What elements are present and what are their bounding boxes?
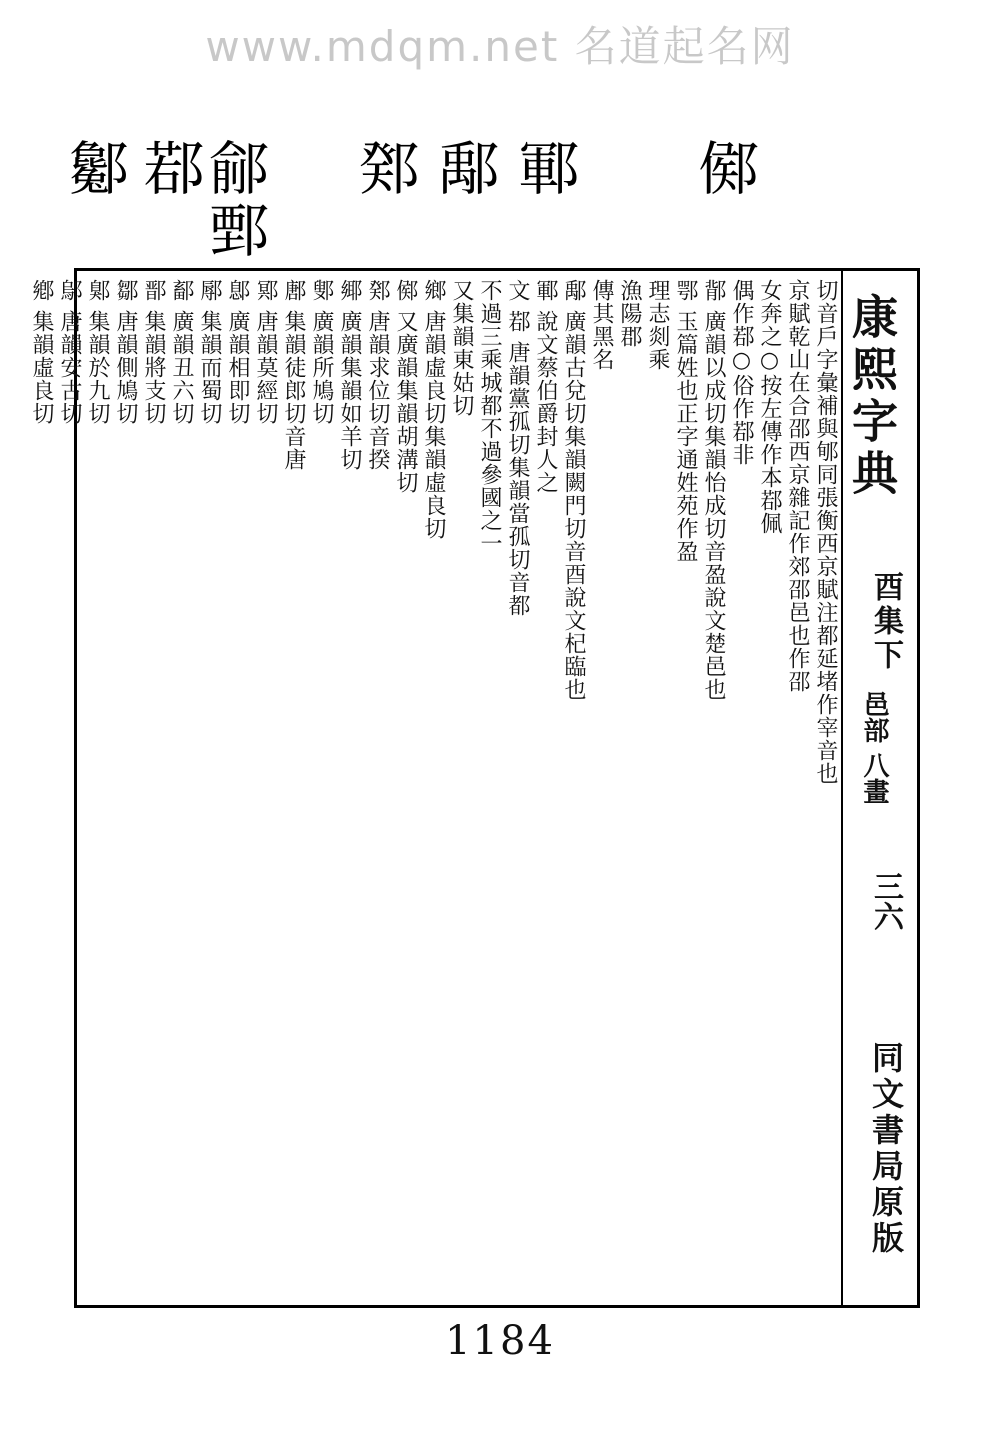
text-column: 切音戶字彙補與郇同張衡西京賦注都延堵作宰音也 bbox=[813, 279, 838, 785]
seal-script-headers bbox=[60, 135, 940, 280]
text-column: 不過三乘城都不過參國之一 bbox=[477, 279, 502, 555]
seal-char: 鄈 bbox=[358, 135, 420, 203]
text-column: 偶作鄀○俗作鄀非 bbox=[729, 279, 754, 466]
text-column: 鄐 廣韻丑六切 bbox=[169, 279, 194, 425]
text-column: 鄏 集韻而蜀切 bbox=[197, 279, 222, 425]
seal-char: 酁 bbox=[68, 135, 130, 203]
dictionary-page-frame bbox=[29, 268, 920, 1308]
text-columns bbox=[29, 279, 839, 1299]
volume-label: 酉集下 bbox=[868, 571, 903, 673]
seal-char: 鄇 bbox=[698, 135, 760, 203]
text-column: 鄆 說文蔡伯爵封人之 bbox=[533, 279, 558, 494]
seal-char: 鄄 bbox=[208, 197, 270, 265]
text-column: 鄋 廣韻所鳩切 bbox=[309, 279, 334, 425]
text-column: 鄑 集韻將支切 bbox=[141, 279, 166, 425]
text-column: 鄍 唐韻莫經切 bbox=[253, 279, 278, 425]
text-column: 鄅 廣韻古兌切集韻闕門切音酉說文杞臨也 bbox=[561, 279, 586, 701]
text-column: 漁陽郡 bbox=[617, 279, 642, 348]
seal-char: 鄀 bbox=[143, 135, 205, 203]
text-column: 鄎 廣韻相即切 bbox=[225, 279, 250, 425]
page-index: 三六 bbox=[868, 871, 903, 931]
text-column: 傳其黑名 bbox=[589, 279, 614, 371]
text-column: 鄇 又廣韻集韻胡溝切 bbox=[393, 279, 418, 494]
watermark-text: www.mdqm.net 名道起名网 bbox=[205, 22, 795, 71]
text-column: 女奔之○按左傳作本鄀佩 bbox=[757, 279, 782, 535]
text-column: 京賦乾山在合邵西京雜記作郊邵邑也作邵 bbox=[785, 279, 810, 693]
text-column: 鄕 集韻虛良切 bbox=[29, 279, 54, 425]
text-column: 鄓 集韻於九切 bbox=[85, 279, 110, 425]
text-column: 鄊 廣韻集韻如羊切 bbox=[337, 279, 362, 471]
seal-char: 鄆 bbox=[518, 135, 580, 203]
seal-char: 鄃 bbox=[208, 135, 270, 203]
text-column: 鄔 唐韻安古切 bbox=[57, 279, 82, 425]
text-column: 理志剡乘 bbox=[645, 279, 670, 371]
seal-char: 鄅 bbox=[438, 135, 500, 203]
text-column: 鄈 唐韻求位切音揆 bbox=[365, 279, 390, 471]
text-column: 鄌 集韻徒郎切音唐 bbox=[281, 279, 306, 471]
text-column: 鄉 唐韻虛良切集韻虛良切 bbox=[421, 279, 446, 540]
publisher-label: 同文書局原版 bbox=[867, 1041, 905, 1257]
page-number: 1184 bbox=[445, 1318, 555, 1364]
text-column: 鄒 唐韻側鳩切 bbox=[113, 279, 138, 425]
text-column: 又集韻東姑切 bbox=[449, 279, 474, 417]
text-column: 鄂 玉篇姓也正字通姓苑作盈 bbox=[673, 279, 698, 563]
section-label: 邑部 八畫 bbox=[859, 691, 889, 805]
text-column: 文 鄀 唐韻黨孤切集韻當孤切音都 bbox=[505, 279, 530, 617]
text-column: 鄁 廣韻以成切集韻怡成切音盈說文楚邑也 bbox=[701, 279, 726, 701]
book-title: 康熙字典 bbox=[845, 293, 899, 501]
